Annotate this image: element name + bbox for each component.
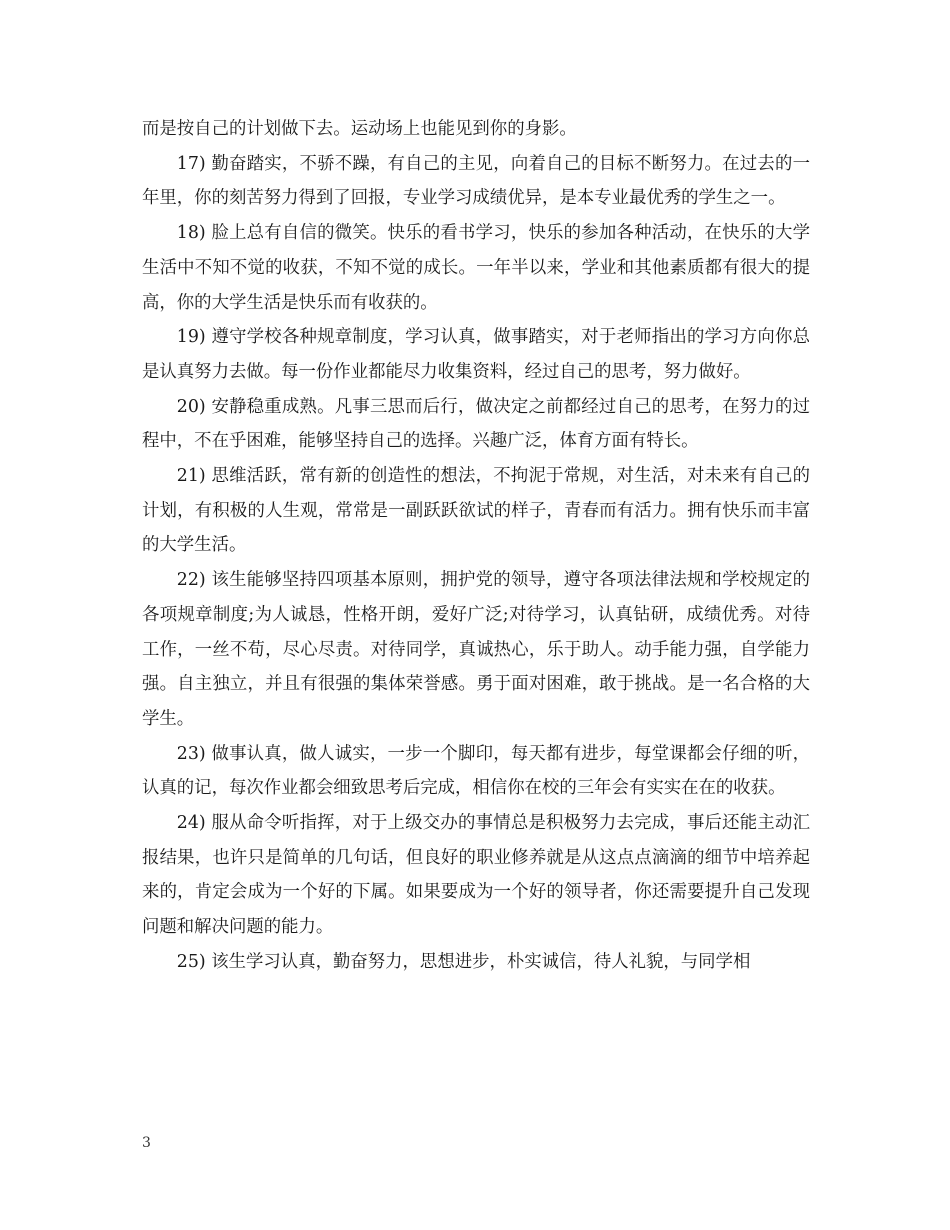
paragraph-19: 19) 遵守学校各种规章制度，学习认真，做事踏实，对于老师指出的学习方向你总是认真努力去做。每一份作业都能尽力收集资料，经过自己的思考，努力做好。 [142, 327, 810, 382]
document-body [142, 112, 810, 980]
paragraph-21: 21) 思维活跃，常有新的创造性的想法，不拘泥于常规，对生活，对未来有自己的计划，有积极的人生观，常常是一副跃跃欲试的样子，青春而有活力。拥有快乐而丰富的大学生活。 [142, 466, 810, 556]
paragraph-24: 24) 服从命令听指挥，对于上级交办的事情总是积极努力去完成，事后还能主动汇报结果，也许只是简单的几句话，但良好的职业修养就是从这点点滴滴的细节中培养起来的，肯定会成为一个好的下属。如果要成为一个好的领导者，你还需要提升自己发现问题和解决问题的能力。 [142, 813, 810, 938]
paragraph-17: 17) 勤奋踏实，不骄不躁，有自己的主见，向着自己的目标不断努力。在过去的一年里，你的刻苦努力得到了回报，专业学习成绩优异，是本专业最优秀的学生之一。 [142, 153, 810, 209]
paragraph-22: 22) 该生能够坚持四项基本原则，拥护党的领导，遵守各项法律法规和学校规定的各项规章制度;为人诚恳，性格开朗，爱好广泛;对待学习，认真钻研，成绩优秀。对待工作，一丝不苟，尽心尽责。对待同学，真诚热心，乐于助人。动手能力强，自学能力强。自主独立，并且有很强的集体荣誉感。勇于面对困难，敢于挑战。是一名合格的大学生。 [142, 570, 810, 729]
paragraph-23: 23) 做事认真，做人诚实，一步一个脚印，每天都有进步，每堂课都会仔细的听，认真的记，每次作业都会细致思考后完成，相信你在校的三年会有实实在在的收获。 [142, 743, 810, 799]
paragraph-25: 25) 该生学习认真，勤奋努力，思想进步，朴实诚信，待人礼貌，与同学相 [176, 951, 751, 972]
paragraph-18: 18) 脸上总有自信的微笑。快乐的看书学习，快乐的参加各种活动，在快乐的大学生活中不知不觉的收获，不知不觉的成长。一年半以来，学业和其他素质都有很大的提高，你的大学生活是快乐而有收获的。 [142, 223, 810, 313]
page-number: 3 [142, 1135, 151, 1151]
continuation-paragraph: 而是按自己的计划做下去。运动场上也能见到你的身影。 [142, 119, 577, 139]
paragraph-20: 20) 安静稳重成熟。凡事三思而后行，做决定之前都经过自己的思考，在努力的过程中，不在乎困难，能够坚持自己的选择。兴趣广泛，体育方面有特长。 [142, 396, 810, 452]
